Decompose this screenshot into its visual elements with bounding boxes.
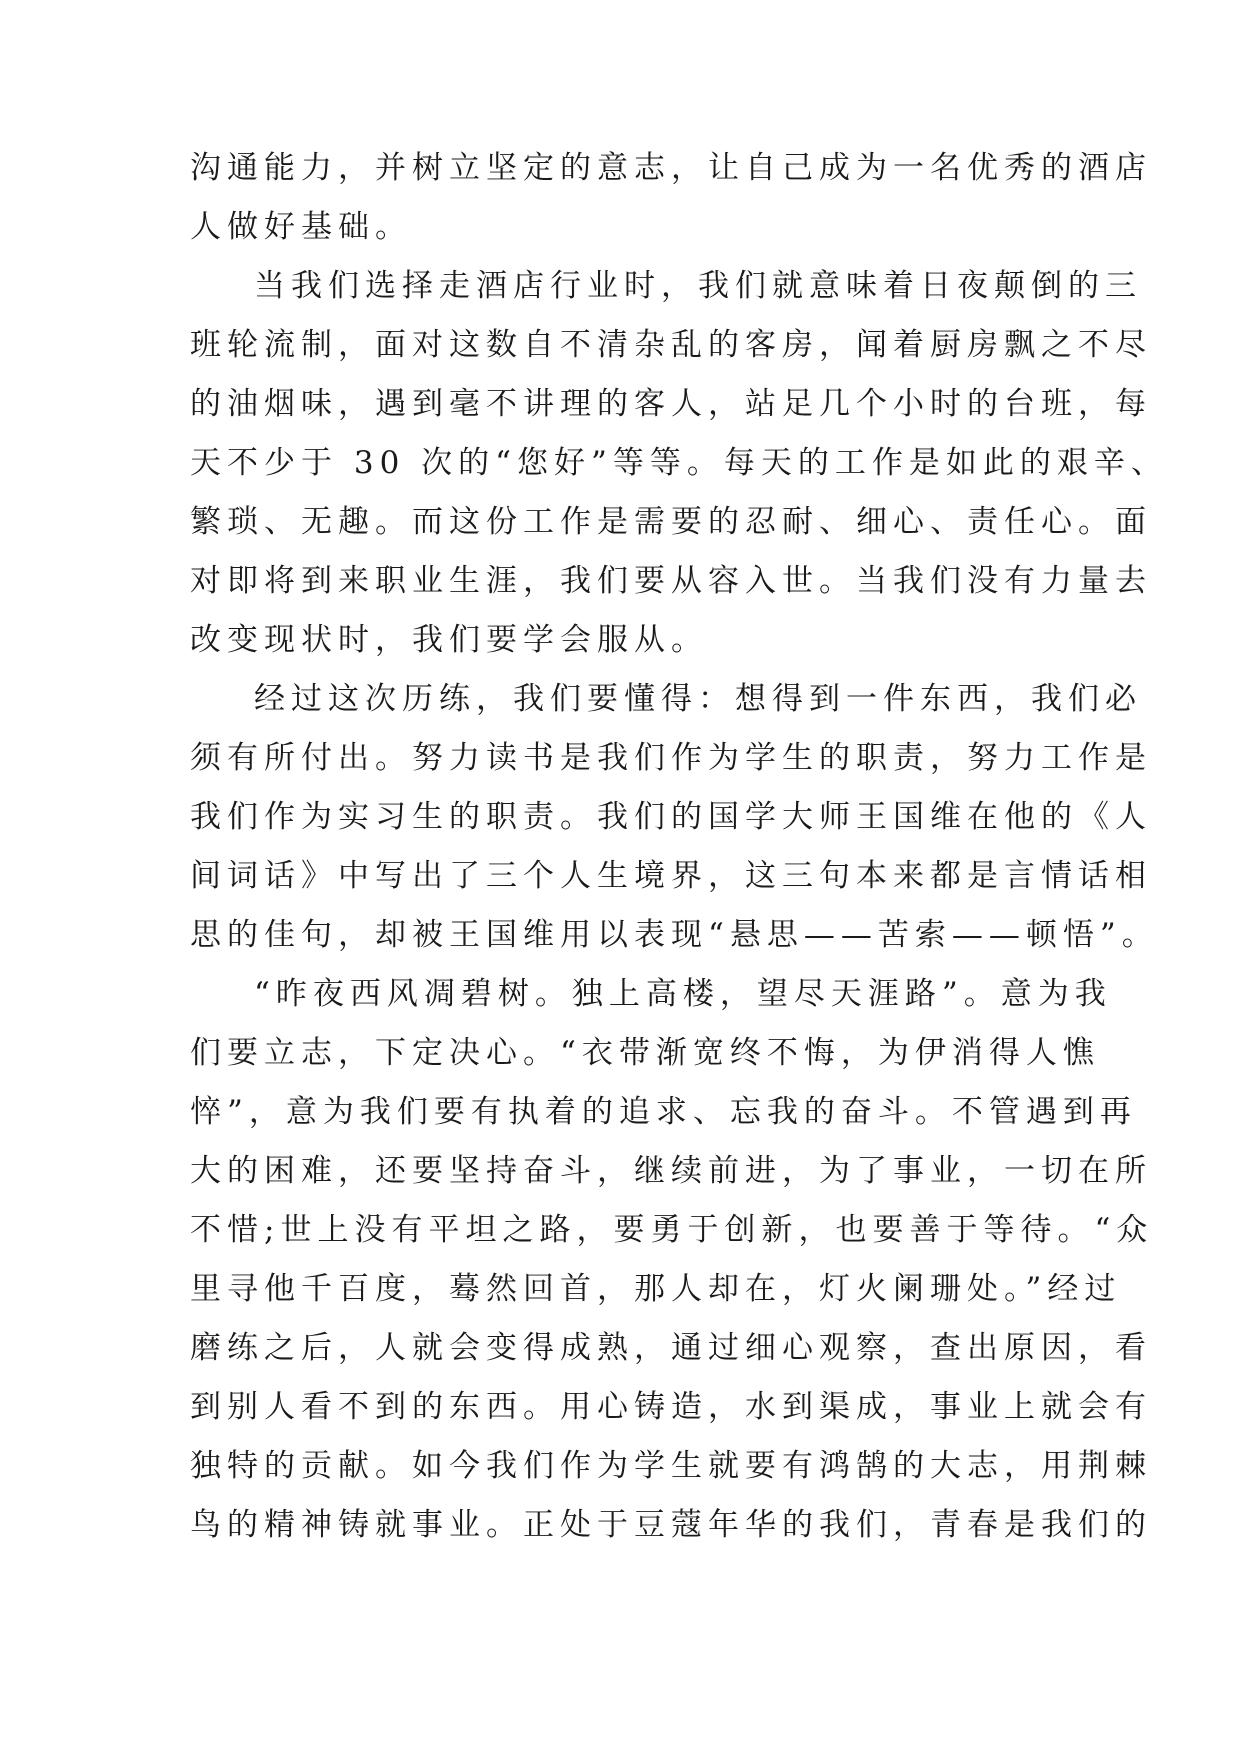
text-line: 我们作为实习生的职责。我们的国学大师王国维在他的《人 (190, 799, 1152, 835)
text-line: 悴”，意为我们要有执着的追求、忘我的奋斗。不管遇到再 (190, 1094, 1137, 1130)
text-line: 大的困难，还要坚持奋斗，继续前进，为了事业，一切在所 (190, 1153, 1152, 1189)
text-line: 沟通能力，并树立坚定的意志，让自己成为一名优秀的酒店 (190, 150, 1152, 186)
text-line: 人做好基础。 (190, 209, 412, 245)
text-line: 改变现状时，我们要学会服从。 (190, 622, 708, 658)
paragraph-first-line: “昨夜西风凋碧树。独上高楼，望尽天涯路”。意为我 (254, 976, 1112, 1012)
text-line: 须有所付出。努力读书是我们作为学生的职责，努力工作是 (190, 740, 1152, 776)
text-line: 磨练之后，人就会变得成熟，通过细心观察，查出原因，看 (190, 1330, 1152, 1366)
text-line: 间词话》中写出了三个人生境界，这三句本来都是言情话相 (190, 858, 1152, 894)
text-line: 们要立志，下定决心。“衣带渐宽终不悔，为伊消得人憔 (190, 1035, 1100, 1071)
text-line: 思的佳句，却被王国维用以表现“悬思——苦索——顿悟”。 (190, 917, 1159, 953)
paragraph-first-line: 经过这次历练，我们要懂得：想得到一件东西，我们必 (254, 681, 1142, 717)
text-line: 的油烟味，遇到毫不讲理的客人，站足几个小时的台班，每 (190, 386, 1152, 422)
text-line: 不惜;世上没有平坦之路，要勇于创新，也要善于等待。“众 (190, 1212, 1154, 1248)
text-line: 对即将到来职业生涯，我们要从容入世。当我们没有力量去 (190, 563, 1152, 599)
text-line: 里寻他千百度，蓦然回首，那人却在，灯火阑珊处。”经过 (190, 1271, 1122, 1307)
paragraph-first-line: 当我们选择走酒店行业时，我们就意味着日夜颠倒的三 (254, 268, 1142, 304)
text-line: 到别人看不到的东西。用心铸造，水到渠成，事业上就会有 (190, 1389, 1152, 1425)
text-line: 繁琐、无趣。而这份工作是需要的忍耐、细心、责任心。面 (190, 504, 1152, 540)
text-line: 独特的贡献。如今我们作为学生就要有鸿鹄的大志，用荆棘 (190, 1448, 1152, 1484)
text-line: 班轮流制，面对这数自不清杂乱的客房，闻着厨房飘之不尽 (190, 327, 1152, 363)
text-line: 鸟的精神铸就事业。正处于豆蔻年华的我们，青春是我们的 (190, 1507, 1152, 1543)
text-line: 天不少于 30 次的“您好”等等。每天的工作是如此的艰辛、 (190, 445, 1168, 481)
